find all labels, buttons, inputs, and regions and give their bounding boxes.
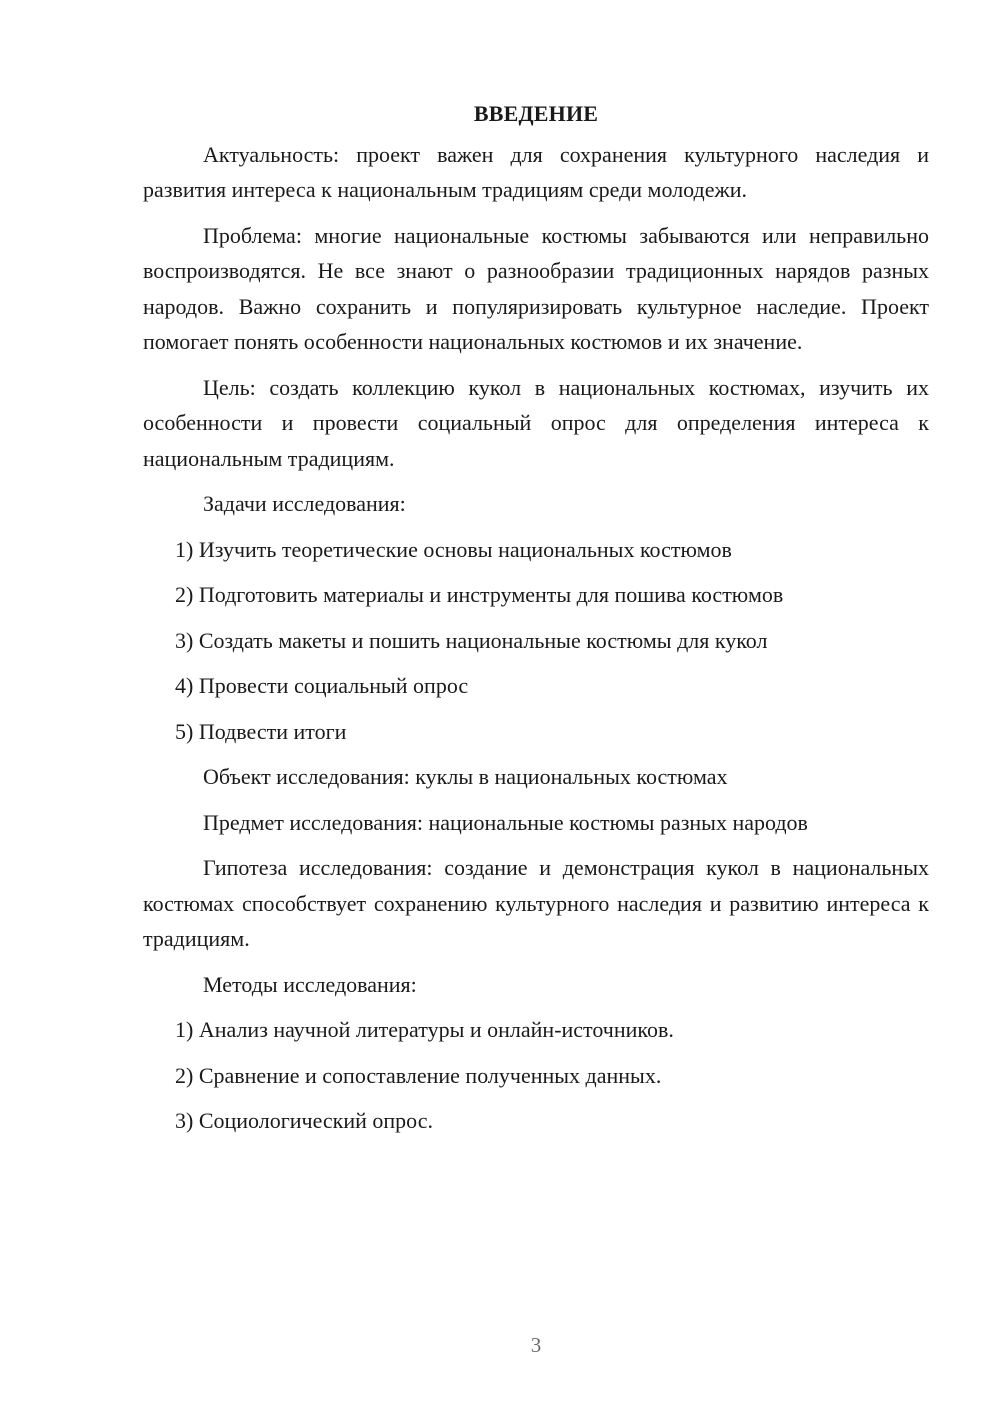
problem-paragraph: Проблема: многие национальные костюмы забываются или неправильно воспроизводятся. Не все знают о разнообразии традиционных нарядов разных народов. Важно сохранить и популяризировать культурное наследие. Проект помогает понять особенности национальных костюмов и их значение. <box>143 222 929 354</box>
list-item: 3) Социологический опрос. <box>175 1108 433 1133</box>
methods-heading: Методы исследования: <box>203 971 417 997</box>
tasks-heading: Задачи исследования: <box>203 491 406 516</box>
methods-list <box>143 1012 929 1139</box>
list-item: 1) Изучить теоретические основы национальных костюмов <box>175 536 732 562</box>
list-item: 2) Подготовить материалы и инструменты для пошива костюмов <box>175 582 784 607</box>
list-item: 2) Сравнение и сопоставление полученных данных. <box>175 1062 662 1088</box>
tasks-list <box>143 532 929 750</box>
list-item: 5) Подвести итоги <box>175 718 347 744</box>
hypothesis-paragraph: Гипотеза исследования: создание и демонстрация кукол в национальных костюмах способствует сохранению культурного наследия и развитию интереса к традициям. <box>143 855 929 951</box>
object-line: Объект исследования: куклы в национальных костюмах <box>203 764 728 789</box>
page-number: 3 <box>530 1333 542 1357</box>
list-item: 4) Провести социальный опрос <box>175 673 469 698</box>
relevance-paragraph: Актуальность: проект важен для сохранения культурного наследия и развития интереса к национальным традициям среди молодежи. <box>143 141 929 202</box>
document-page <box>143 96 929 1149</box>
page-title: ВВЕДЕНИЕ <box>473 101 599 126</box>
goal-paragraph: Цель: создать коллекцию кукол в национальных костюмах, изучить их особенности и провести социальный опрос для определения интереса к национальным традициям. <box>143 374 929 471</box>
list-item: 3) Создать макеты и пошить национальные костюмы для кукол <box>175 627 768 653</box>
subject-line: Предмет исследования: национальные костюмы разных народов <box>203 809 808 835</box>
list-item: 1) Анализ научной литературы и онлайн-источников. <box>175 1017 674 1042</box>
